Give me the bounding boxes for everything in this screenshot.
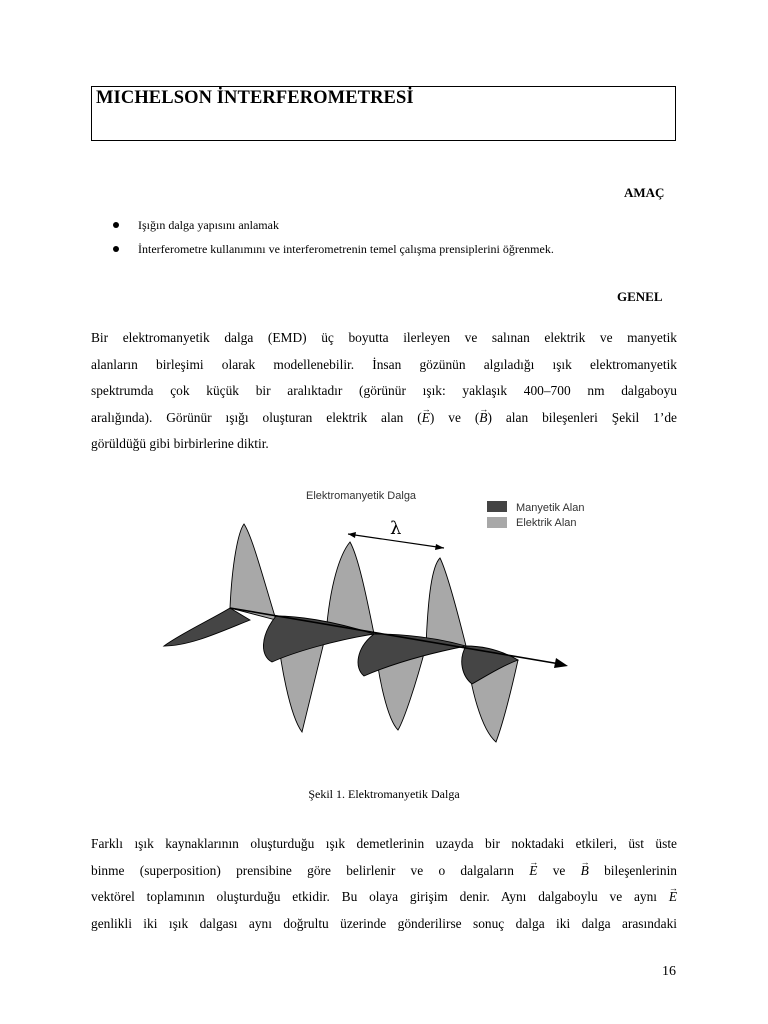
text-line: spektrumda çok küçük bir aralıktadır (görünür ışık: yaklaşık 400–700 nm dalgaboyu (91, 383, 677, 398)
legend-swatch-magnetic (487, 501, 507, 512)
text-line: genlikli iki ışık dalgası aynı doğrultu üzerinde gönderilirse sonuç dalga iki dalga arasındaki (91, 915, 677, 931)
vector-b: → B (479, 405, 487, 432)
amac-heading: AMAÇ (624, 185, 665, 200)
vector-e: → E (529, 858, 537, 885)
arrow-head-left (348, 532, 356, 538)
electric-lobe-up-2 (326, 542, 374, 634)
electric-lobe-up-3 (426, 558, 466, 646)
paragraph-intro (91, 325, 677, 458)
text-line: aralığında). Görünür ışığı oluşturan elektrik alan (→ E) ve (→ B) alan bileşenleri Şekil 1’de (91, 405, 677, 432)
propagation-arrow-head (554, 658, 568, 668)
arrow-head-right (435, 544, 444, 550)
vector-e: → E (669, 884, 677, 911)
text-line: vektörel toplamının oluşturduğu etkidir. Bu olaya girişim denir. Aynı dalgaboylu ve aynı → E (91, 884, 677, 911)
genel-heading: GENEL (617, 289, 663, 304)
text-line: binme (superposition) prensibine göre belirlenir ve o dalgaların → E ve → B bileşenlerinin (91, 858, 677, 885)
legend-label-magnetic: Manyetik Alan (516, 502, 585, 514)
em-wave-figure (160, 484, 600, 754)
text-line: görüldüğü gibi birbirlerine diktir. (91, 436, 269, 451)
vector-b: → B (581, 858, 589, 885)
list-item: Işığın dalga yapısını anlamak (112, 213, 554, 237)
text-line: alanların birleşimi olarak modellenebilir. İnsan gözünün algıladığı ışık elektromanyetik (91, 356, 677, 372)
vector-e: → E (422, 405, 430, 432)
paragraph-superposition (91, 831, 677, 937)
page-number: 16 (662, 964, 676, 979)
legend-swatch-electric (487, 517, 507, 528)
electric-lobe-up-1 (230, 524, 276, 620)
list-item: İnterferometre kullanımını ve interferometrenin temel çalışma prensiplerini öğrenmek. (112, 237, 554, 261)
objectives-list (112, 213, 554, 261)
legend-label-electric: Elektrik Alan (516, 517, 577, 529)
figure-title: Elektromanyetik Dalga (306, 490, 417, 502)
text-line: Farklı ışık kaynaklarının oluşturduğu ışık demetlerinin uzayda bir noktadaki etkileri, üst üste (91, 836, 677, 851)
page-title: MICHELSON İNTERFEROMETRESİ (96, 88, 414, 108)
title-box (91, 86, 676, 141)
figure-caption: Şekil 1. Elektromanyetik Dalga (308, 787, 460, 801)
lambda-symbol: λ (390, 518, 402, 539)
text-line: Bir elektromanyetik dalga (EMD) üç boyutta ilerleyen ve salınan elektrik ve manyetik (91, 330, 677, 345)
magnetic-lobe-1 (164, 608, 250, 646)
